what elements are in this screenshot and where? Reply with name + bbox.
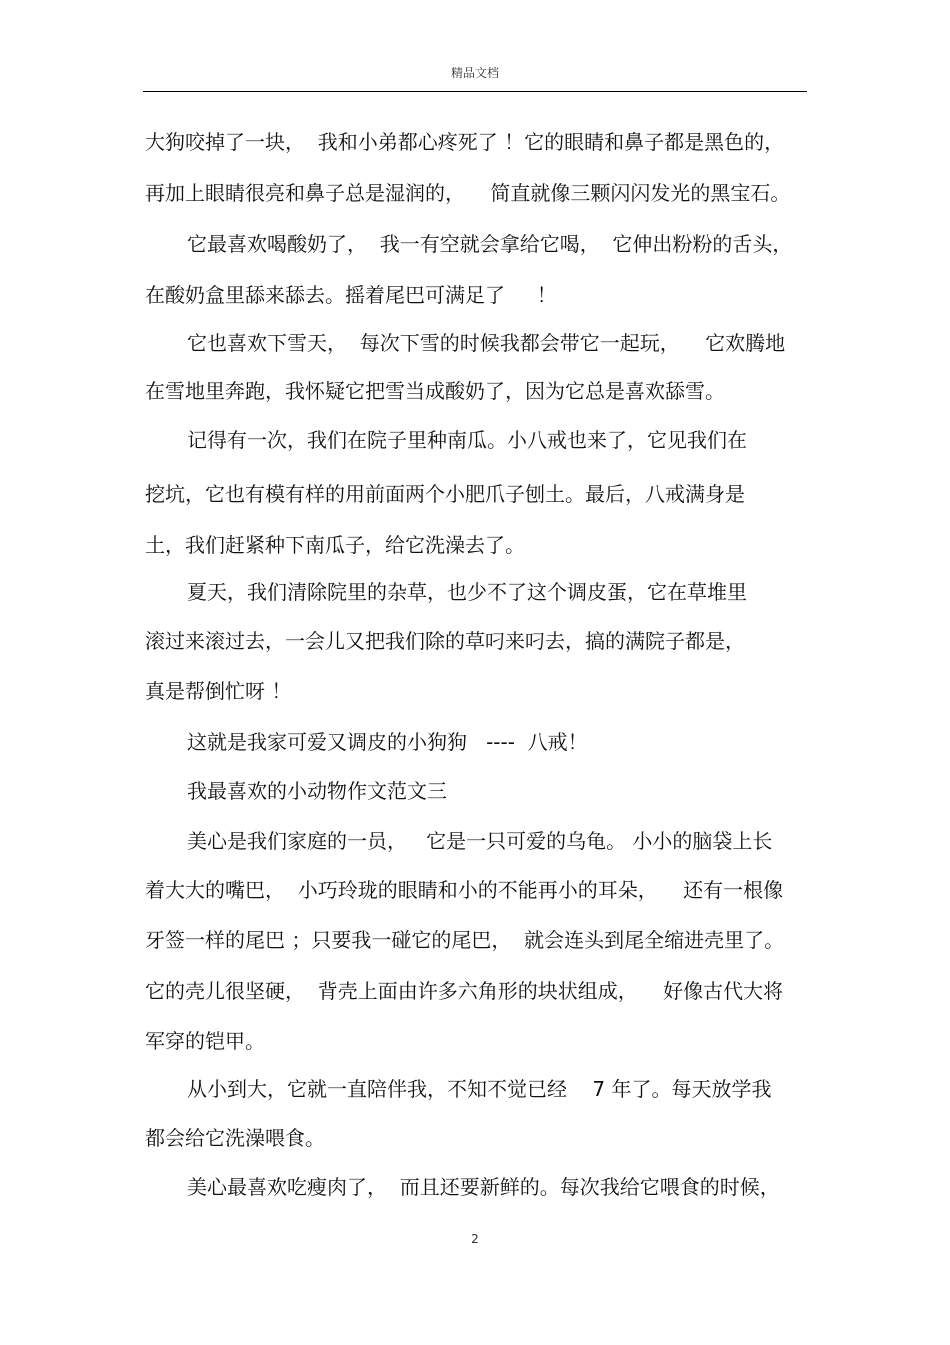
text-line: 真是帮倒忙呀 ！ — [145, 679, 292, 703]
text-line: 军穿的铠甲。 — [145, 1029, 265, 1053]
text-line: 在酸奶盒里舔来舔去。摇着尾巴可满足了 ！ — [145, 283, 557, 307]
section-heading: 我最喜欢的小动物作文范文三 — [187, 779, 447, 803]
text-line: 从小到大，它就一直陪伴我，不知不觉已经 7 年了。每天放学我 — [187, 1077, 772, 1101]
text-line: 挖坑，它也有模有样的用前面两个小肥爪子刨土。最后，八戒满身是 — [145, 482, 745, 506]
text-line: 再加上眼睛很亮和鼻子总是湿润的， 简直就像三颗闪闪发光的黑宝石。 — [145, 181, 791, 205]
page-number: 2 — [471, 1232, 479, 1246]
text-line: 大狗咬掉了一块， 我和小弟都心疼死了 ！它的眼睛和鼻子都是黑色的， — [145, 130, 785, 154]
text-line: 土，我们赶紧种下南瓜子，给它洗澡去了。 — [145, 533, 525, 557]
text-line: 它最喜欢喝酸奶了， 我一有空就会拿给它喝， 它伸出粉粉的舌头， — [187, 232, 793, 256]
text-line: 美心最喜欢吃瘦肉了， 而且还要新鲜的。每次我给它喂食的时候， — [187, 1175, 780, 1199]
text-line: 滚过来滚过去，一会儿又把我们除的草叼来叼去，搞的满院子都是， — [145, 629, 745, 653]
text-line: 它的壳儿很坚硬， 背壳上面由许多六角形的块状组成， 好像古代大将 — [145, 979, 784, 1003]
page-header: 精品文档 — [450, 66, 499, 80]
text-line: 夏天，我们清除院里的杂草，也少不了这个调皮蛋，它在草堆里 — [187, 580, 747, 604]
text-line: 在雪地里奔跑，我怀疑它把雪当成酸奶了，因为它总是喜欢舔雪。 — [145, 379, 725, 403]
text-line: 它也喜欢下雪天， 每次下雪的时候我都会带它一起玩， 它欢腾地 — [187, 331, 786, 355]
text-line: 这就是我家可爱又调皮的小狗狗 ---- 八戒！ — [187, 730, 588, 754]
text-line: 牙签一样的尾巴 ；只要我一碰它的尾巴， 就会连头到尾全缩进壳里了。 — [145, 928, 785, 952]
text-line: 着大大的嘴巴， 小巧玲珑的眼睛和小的不能再小的耳朵， 还有一根像 — [145, 878, 784, 902]
text-line: 都会给它洗澡喂食。 — [145, 1126, 325, 1150]
header-rule — [143, 91, 807, 92]
text-line: 记得有一次，我们在院子里种南瓜。小八戒也来了，它见我们在 — [187, 428, 747, 452]
text-line: 美心是我们家庭的一员， 它是一只可爱的乌龟。 小小的脑袋上长 — [187, 829, 773, 853]
